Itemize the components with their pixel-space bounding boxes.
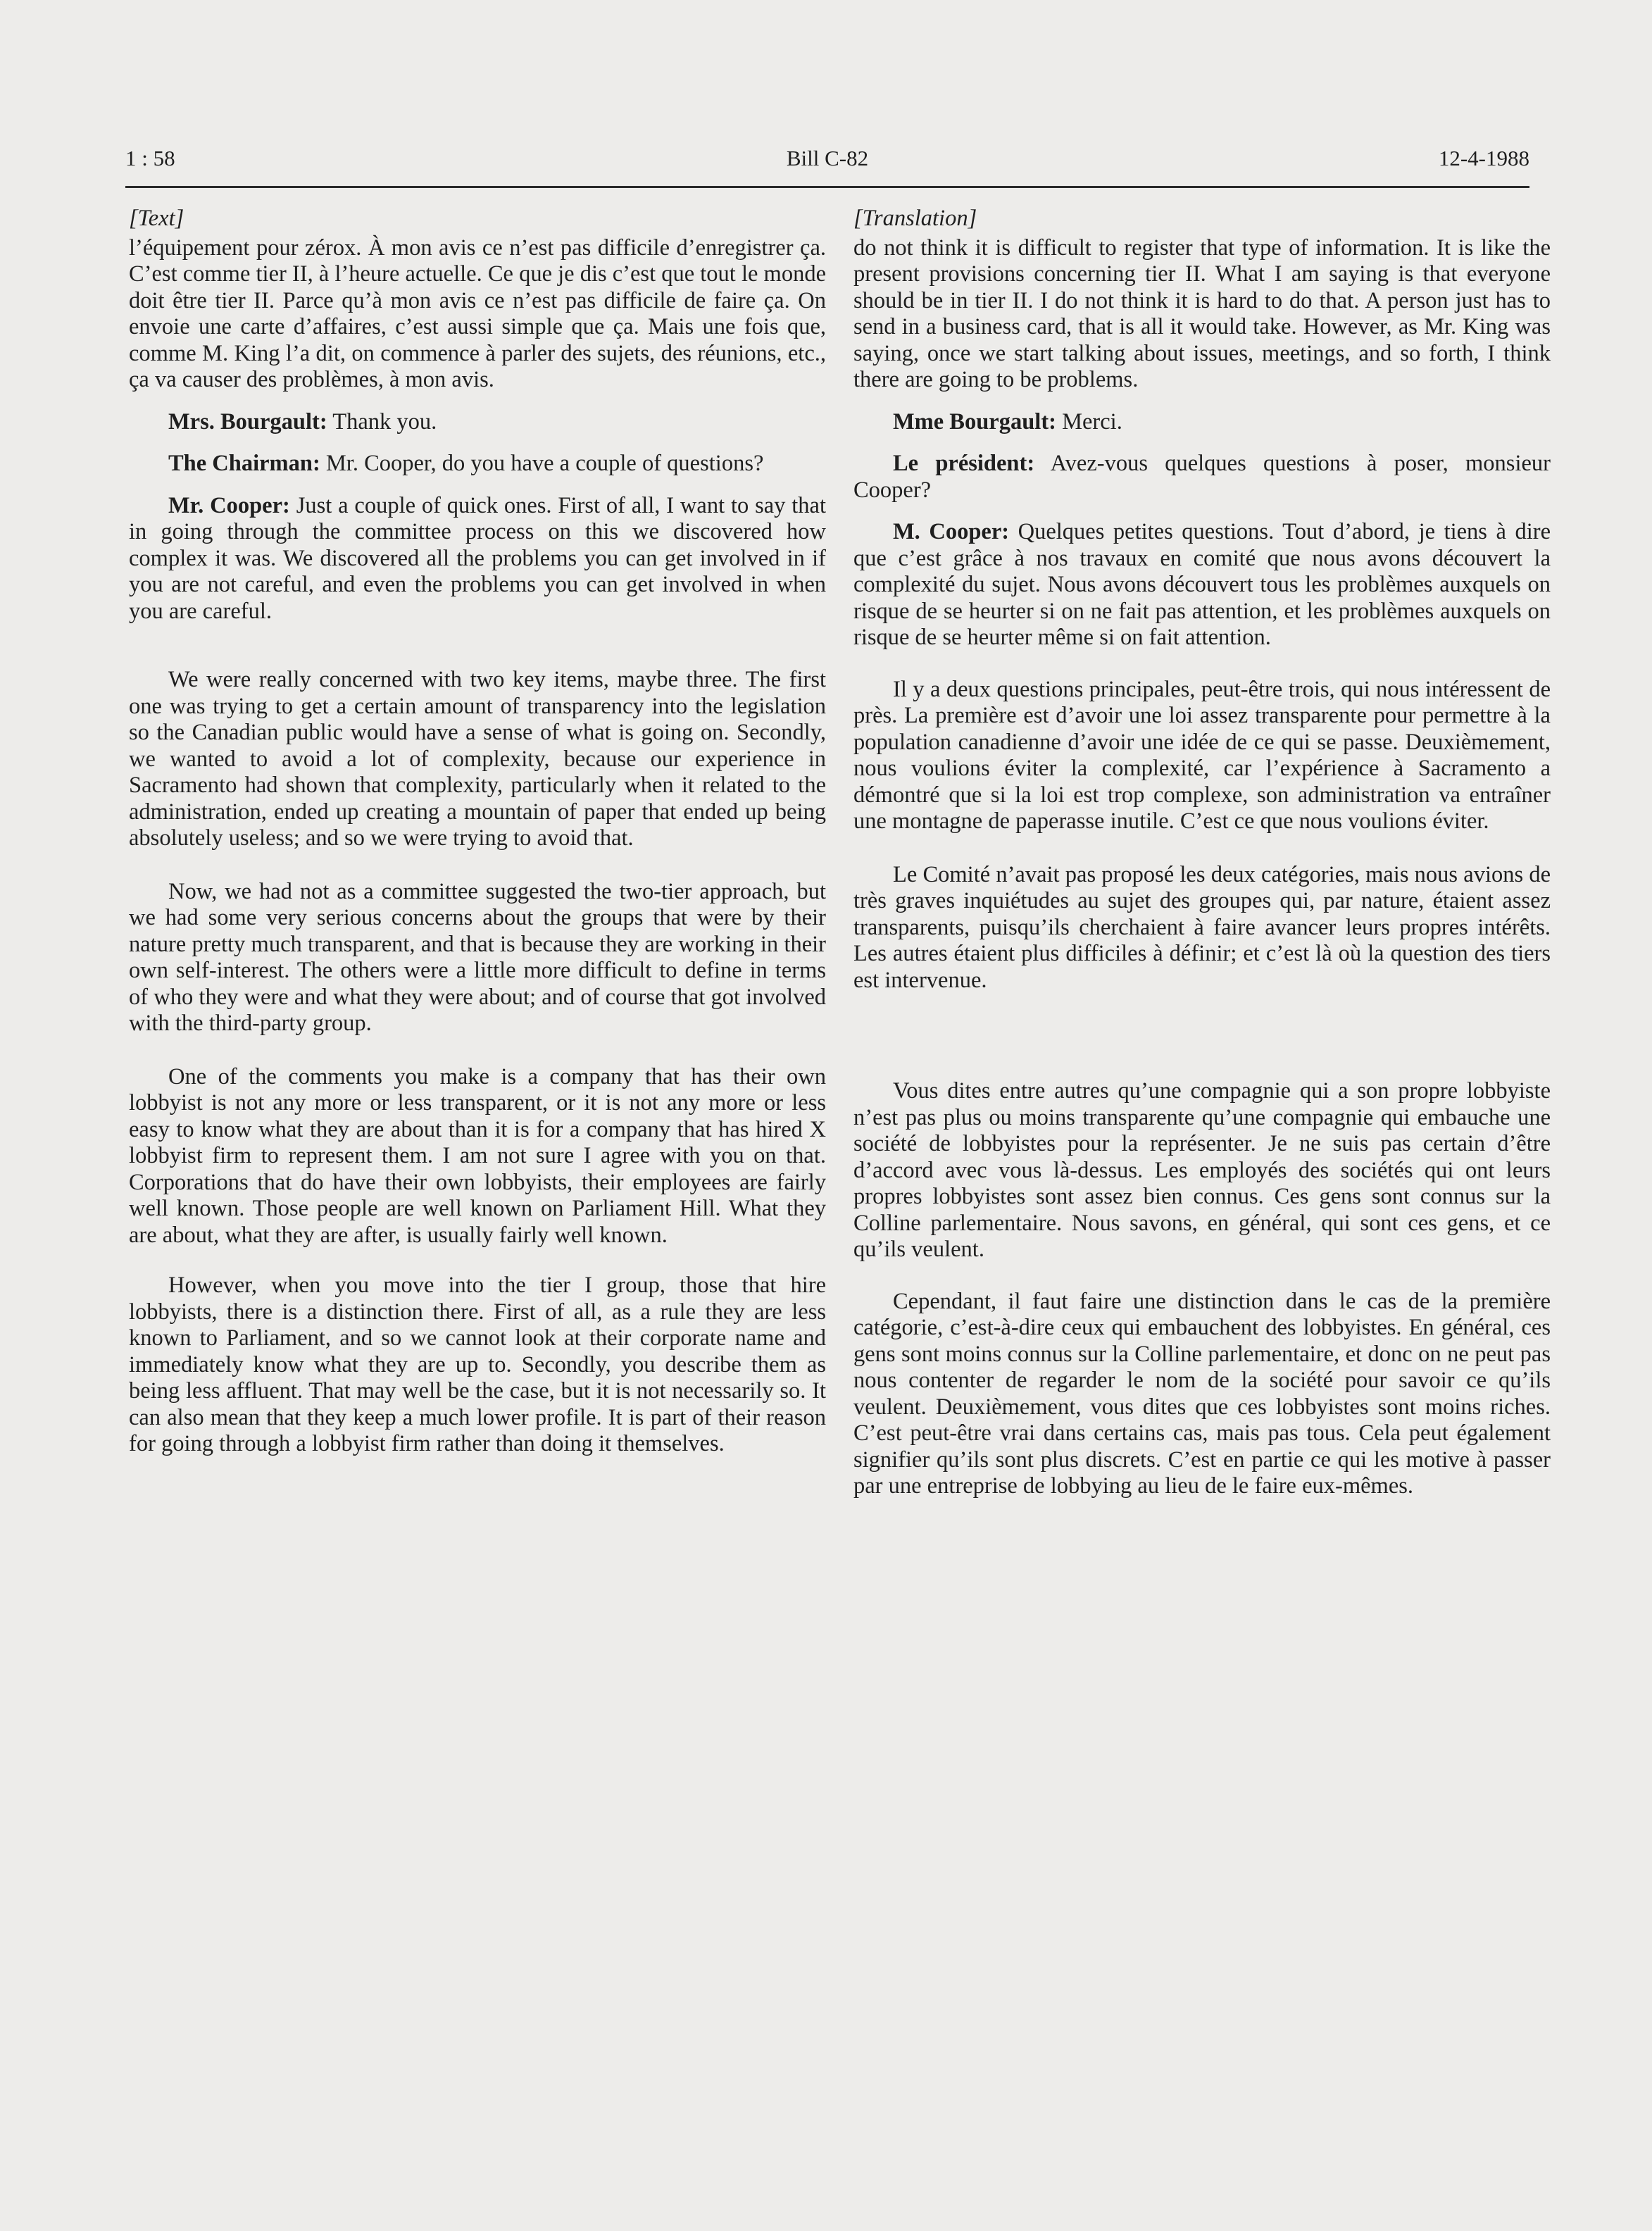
paragraph-text: However, when you move into the tier I group, those that hire lobbyists, there is a distinction there. First of all, as a rule they are less known to Parliament, and so we cannot look at their corporate name and immediately know what they are up to. Secondly, you describe them as being less affluent. That may well be the case, but it is not necessarily so. It can also mean that they keep a much lower profile. It is part of their reason for going through a lobbyist firm rather than doing it themselves.	[129, 1273, 826, 1456]
text-tag: [Text]	[129, 206, 184, 231]
paragraph	[129, 451, 826, 477]
page-header	[125, 146, 1529, 181]
page-number: 1 : 58	[125, 146, 175, 170]
paragraph	[853, 862, 1551, 994]
paragraph	[853, 451, 1551, 504]
paragraph-text: Cependant, il faut faire une distinction dans le cas de la première catégorie, c’est-à-dire ceux qui embauchent des lobbyistes. En général, ces gens sont moins connus sur la Colline parlementaire, et donc on ne peut pas nous contenter de regarder le nom de la société pour savoir ce qu’ils veulent. Deuxièmement, vous dites que ces lobbyistes sont moins riches. C’est peut-être vrai dans certains cas, mais pas tous. Cela peut également signifier qu’ils sont plus discrets. C’est en partie ce qui les motive à passer par une entreprise de lobbying au lieu de le faire eux-mêmes.	[853, 1288, 1551, 1499]
page-date: 12-4-1988	[1438, 146, 1529, 170]
left-column	[129, 206, 826, 1473]
paragraph-text: Vous dites entre autres qu’une compagnie qui a son propre lobbyiste n’est pas plus ou moins transparente qu’une compagnie qui embauche une société de lobbyistes pour la représenter. Je ne suis pas certain d’être d’accord avec vous là-dessus. Les employés des sociétés qui ont leurs propres lobbyistes sont assez bien connus. Ces gens sont connus sur la Colline parlementaire. Nous savons, en général, qui sont ces gens, et ce qu’ils veulent.	[853, 1078, 1551, 1262]
paragraph	[129, 667, 826, 852]
paragraph-text: Mr. Cooper, do you have a couple of questions?	[325, 451, 764, 476]
paragraph	[129, 409, 826, 436]
right-column	[853, 206, 1551, 1516]
paragraph-text: Le Comité n’avait pas proposé les deux catégories, mais nous avions de très graves inquiétudes au sujet des groupes qui, par nature, étaient assez transparents, puisqu’ils cherchaient à faire avancer leurs propres intérêts. Les autres étaient plus difficiles à définir; et c’est là où la question des tiers est intervenue.	[853, 861, 1551, 993]
paragraph-text: do not think it is difficult to register that type of information. It is like the present provisions concerning tier II. What I am saying is that everyone should be in tier II. I do not think it is hard to do that. A person just has to send in a business card, that is all it would take. However, as Mr. King was saying, once we start talking about issues, meetings, and so forth, I think there are going to be problems.	[853, 235, 1551, 392]
paragraph-text: Thank you.	[332, 408, 437, 435]
speaker-name: Le président:	[893, 451, 1035, 476]
paragraph	[129, 493, 826, 625]
paragraph	[853, 409, 1551, 436]
paragraph-text: We were really concerned with two key items, maybe three. The first one was trying to get a certain amount of transparency into the legislation so the Canadian public would have a sense of what is going on. Secondly, we wanted to avoid a lot of complexity, because our experience in Sacramento had shown that complexity, particularly when it related to the administration, ended up creating a mountain of paper that ended up being absolutely useless; and so we were trying to avoid that.	[129, 667, 826, 851]
paragraph	[129, 879, 826, 1037]
paragraph	[853, 677, 1551, 835]
paragraph	[853, 1078, 1551, 1263]
header-rule	[125, 186, 1529, 188]
paragraph	[853, 1289, 1551, 1500]
bill-title: Bill C-82	[786, 146, 869, 170]
paragraph	[129, 235, 826, 394]
paragraph-text: l’équipement pour zérox. À mon avis ce n’est pas difficile d’enregistrer ça. C’est comme tier II, à l’heure actuelle. Ce que je dis c’est que tout le monde doit être tier II. Parce qu’à mon avis ce n’est pas difficile de faire ça. On envoie une carte d’affaires, c’est aussi simple que ça. Mais une fois que, comme M. King l’a dit, on commence à parler des sujets, des réunions, etc., ça va causer des problèmes, à mon avis.	[129, 235, 826, 392]
speaker-name: Mrs. Bourgault:	[168, 408, 327, 435]
paragraph	[853, 519, 1551, 651]
paragraph	[129, 1064, 826, 1249]
translation-tag: [Translation]	[853, 206, 977, 231]
paragraph-text: Il y a deux questions principales, peut-être trois, qui nous intéressent de près. La première est d’avoir une loi assez transparente pour permettre à la population canadienne d’avoir une idée de ce qui se passe. Deuxièmement, nous voulions éviter la complexité, car l’expérience à Sacramento a démontré que si la loi est trop complexe, son administration va entraîner une montagne de paperasse inutile. C’est ce que nous voulions éviter.	[853, 676, 1551, 834]
speaker-name: Mr. Cooper:	[168, 492, 290, 518]
paragraph-text: Now, we had not as a committee suggested the two-tier approach, but we had some very serious concerns about the groups that were by their nature pretty much transparent, and that is because they are working in their own self-interest. The others were a little more difficult to define in terms of who they were and what they were about; and of course that got involved with the third-party group.	[129, 878, 826, 1036]
paragraph-text: Avez-vous quelques questions à poser, monsieur Cooper?	[853, 451, 1551, 503]
paragraph	[129, 1273, 826, 1458]
paragraph-text: One of the comments you make is a company that has their own lobbyist is not any more or less transparent, or it is not any more or less easy to know what they are about than it is for a company that has hired X lobbyist firm to represent them. I am not sure I agree with you on that. Corporations that do have their own lobbyists, their employees are fairly well known. Those people are well known on Parliament Hill. What they are about, what they are after, is usually fairly well known.	[129, 1063, 826, 1248]
speaker-name: The Chairman:	[168, 451, 320, 476]
paragraph-text: Just a couple of quick ones. First of all, I want to say that in going through the committee process on this we discovered how complex it was. We discovered all the problems you can get involved in if you are not careful, and even the problems you can get involved in when you are careful.	[129, 492, 827, 624]
speaker-name: M. Cooper:	[893, 519, 1010, 544]
paragraph-text: Quelques petites questions. Tout d’abord, je tiens à dire que c’est grâce à nos travaux en comité que nous avons découvert la complexité du sujet. Nous avons découvert tous les problèmes auxquels on risque de se heurter si on ne fait pas attention, et les problèmes auxquels on risque de se heurter même si on fait attention.	[853, 519, 1551, 650]
paragraph	[853, 235, 1551, 394]
paragraph-text: Merci.	[1062, 408, 1122, 435]
speaker-name: Mme Bourgault:	[893, 408, 1056, 435]
